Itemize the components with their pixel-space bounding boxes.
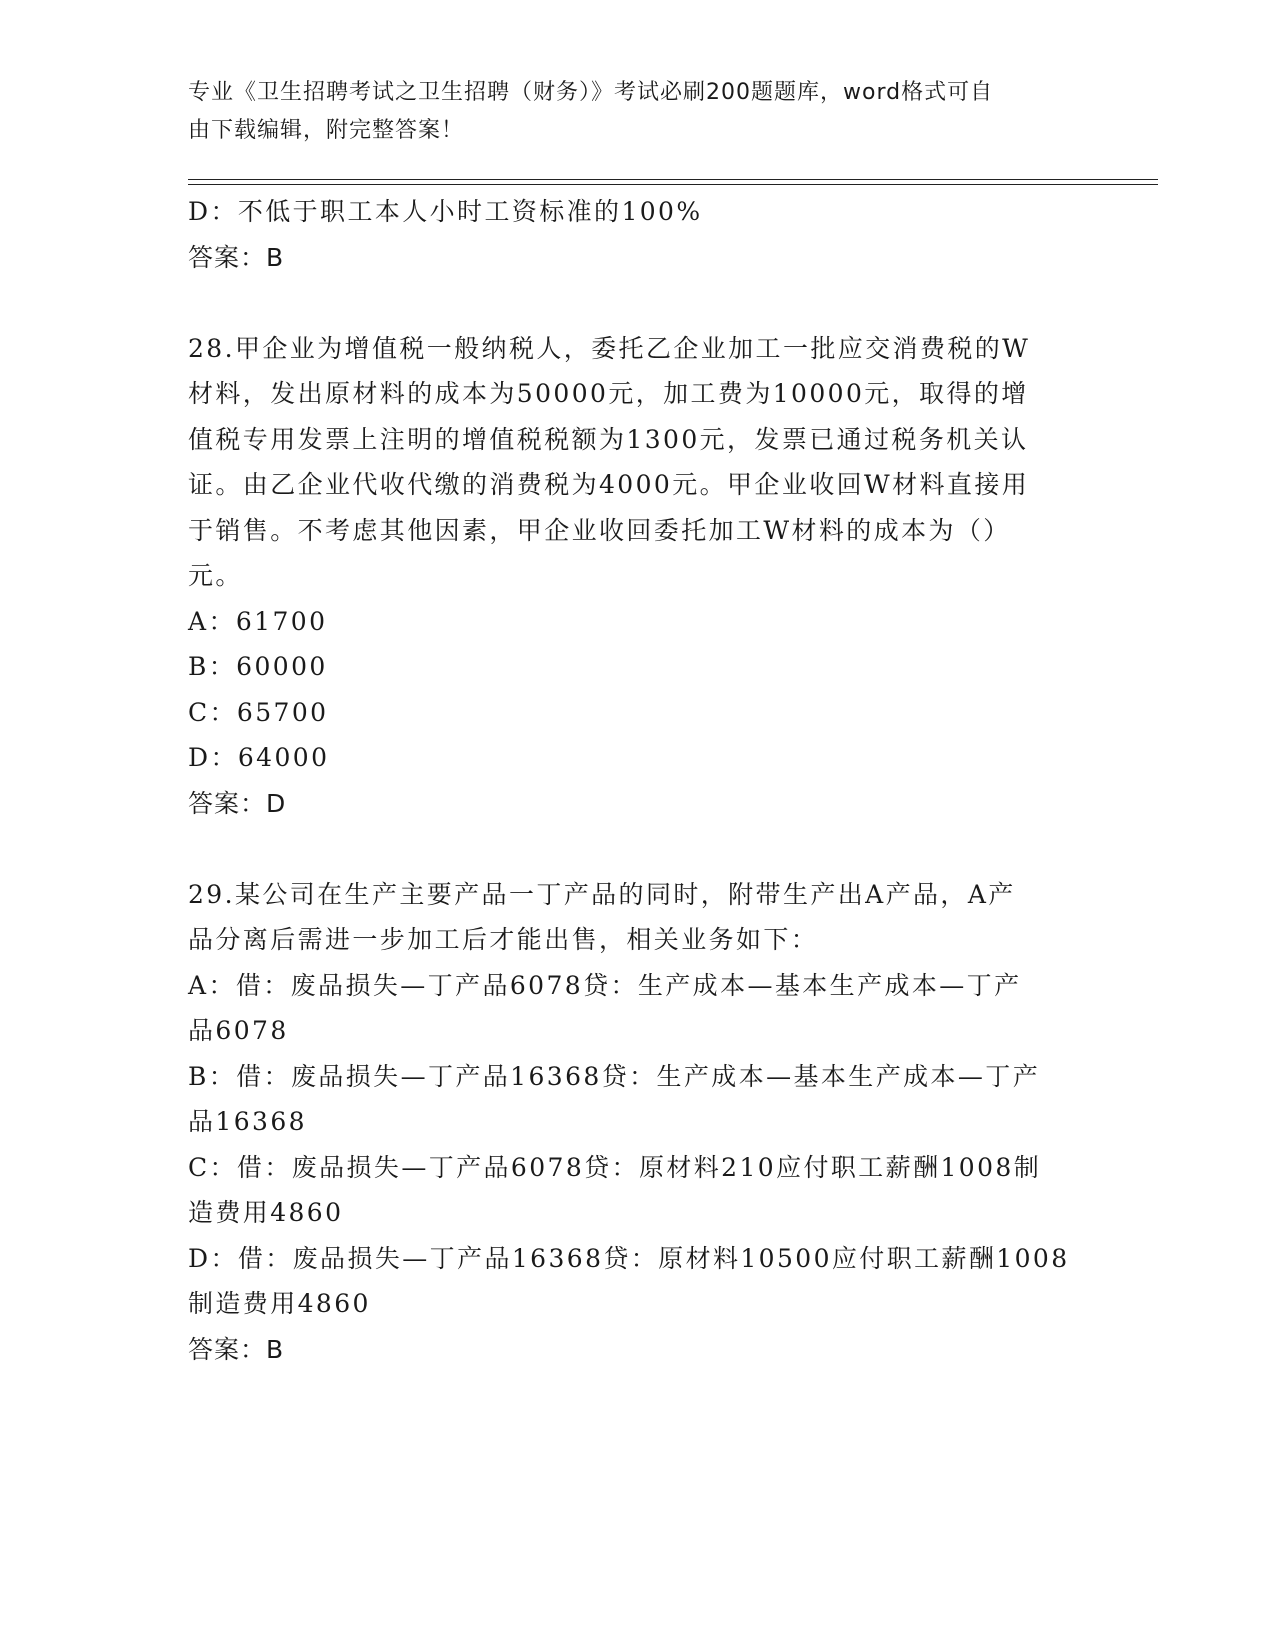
prev-answer: 答案：B [188,242,285,272]
q29-stem-line: 品分离后需进一步加工后才能出售，相关业务如下： [188,925,819,954]
q28-stem-line: 28.甲企业为增值税一般纳税人，委托乙企业加工一批应交消费税的W [188,333,1031,363]
q29-option-b: B：借：废品损失—丁产品16368贷：生产成本—基本生产成本—丁产 [188,1061,1041,1091]
header-line-1: 专业《卫生招聘考试之卫生招聘（财务）》考试必刷200题题库，word格式可自 [188,80,994,105]
q29-stem-line: 29.某公司在生产主要产品一丁产品的同时，附带生产出A产品，A产 [188,879,1016,909]
q29-option-b-cont: 品16368 [188,1107,307,1136]
q29-option-a: A：借：废品损失—丁产品6078贷：生产成本—基本生产成本—丁产 [188,970,1022,1000]
prev-option-d: D：不低于职工本人小时工资标准的100% [188,197,703,226]
q29-option-d-cont: 制造费用4860 [188,1289,371,1318]
q29-answer: 答案：B [188,1334,285,1364]
q29-option-a-cont: 品6078 [188,1016,289,1045]
header-line-2: 由下载编辑，附完整答案！ [188,118,465,143]
q28-option-c: C：65700 [188,697,329,727]
question-29 [188,872,1088,1373]
spacer [188,280,1088,326]
spacer [188,826,1088,872]
q28-option-b: B：60000 [188,652,328,681]
q29-option-c: C：借：废品损失—丁产品6078贷：原材料210应付职工薪酬1008制 [188,1152,1042,1182]
question-28 [188,326,1088,827]
q28-option-d: D：64000 [188,743,330,772]
q28-stem-line: 元。 [188,561,243,590]
q28-stem-line: 材料，发出原材料的成本为50000元，加工费为10000元，取得的增 [188,379,1029,408]
document-header [188,74,1088,150]
header-divider-bottom [188,184,1158,185]
q29-option-c-cont: 造费用4860 [188,1198,344,1227]
document-body [188,189,1088,1372]
q29-option-d: D：借：废品损失—丁产品16368贷：原材料10500应付职工薪酬1008 [188,1243,1070,1273]
q28-answer: 答案：D [188,788,287,818]
q28-stem-line: 证。由乙企业代收代缴的消费税为4000元。甲企业收回W材料直接用 [188,470,1030,499]
q28-stem-line: 值税专用发票上注明的增值税税额为1300元，发票已通过税务机关认 [188,424,1029,454]
q28-stem-line: 于销售。不考虑其他因素，甲企业收回委托加工W材料的成本为（） [188,515,1011,545]
header-divider-top [188,179,1158,180]
q28-option-a: A：61700 [188,606,328,636]
